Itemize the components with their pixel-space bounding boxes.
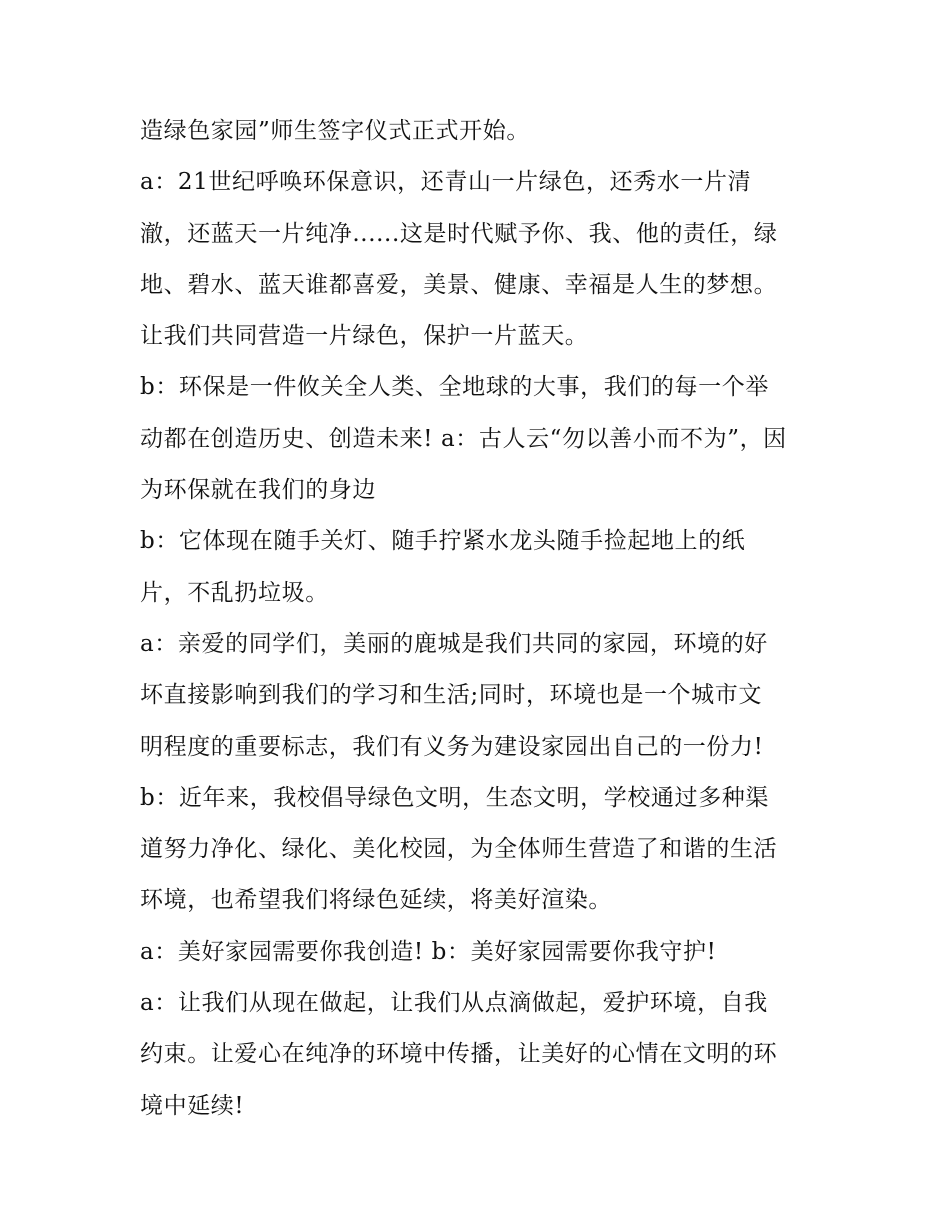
text-line: 为环保就在我们的身边 [140,477,376,504]
text-line: 动都在创造历史、创造未来! a：古人云“勿以善小而不为”，因 [140,425,787,452]
text-line: 明程度的重要标志，我们有义务为建设家园出自己的一份力! [140,733,764,760]
text-line: 地、碧水、蓝天谁都喜爱，美景、健康、幸福是人生的梦想。 [140,271,778,298]
text-line: 境中延续! [140,1092,245,1119]
text-line: 让我们共同营造一片绿色，保护一片蓝天。 [140,323,589,350]
text-line: b：近年来，我校倡导绿色文明，生态文明，学校通过多种渠 [140,784,769,811]
text-line: 环境，也希望我们将绿色延续，将美好渲染。 [140,887,612,914]
text-line: 澈，还蓝天一片纯净......这是时代赋予你、我、他的责任，绿 [140,220,778,247]
body-text [140,106,830,1132]
text-line: a：让我们从现在做起，让我们从点滴做起，爱护环境，自我 [140,990,768,1017]
text-line: 道努力净化、绿化、美化校园，为全体师生营造了和谐的生活 [140,836,778,863]
text-line: a：21世纪呼唤环保意识，还青山一片绿色，还秀水一片清 [140,169,752,196]
text-line: b：它体现在随手关灯、随手拧紧水龙头随手捡起地上的纸 [140,528,746,555]
text-line: 约束。让爱心在纯净的环境中传播，让美好的心情在文明的环 [140,1041,778,1068]
text-line: a：亲爱的同学们，美丽的鹿城是我们共同的家园，环境的好 [140,630,768,657]
text-line: b：环保是一件攸关全人类、全地球的大事，我们的每一个举 [140,374,769,401]
text-line: 坏直接影响到我们的学习和生活;同时，环境也是一个城市文 [140,682,762,709]
text-line: 造绿色家园”师生签字仪式正式开始。 [140,118,530,144]
text-line: a：美好家园需要你我创造! b：美好家园需要你我守护! [140,938,717,965]
text-line: 片，不乱扔垃圾。 [140,579,329,606]
